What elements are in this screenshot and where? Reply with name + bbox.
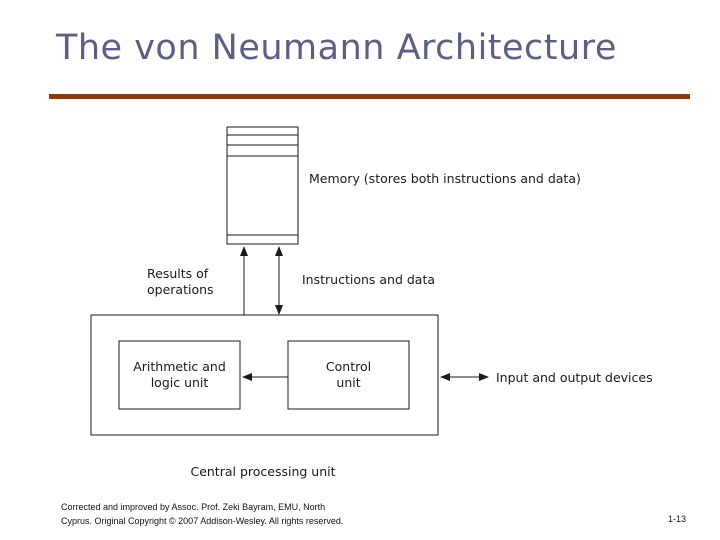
slide-title: The von Neumann Architecture	[56, 28, 617, 68]
footer-line-1: Corrected and improved by Assoc. Prof. Zeki Bayram, EMU, North	[61, 502, 326, 512]
cpu-label: Central processing unit	[190, 464, 336, 479]
results-label-line1: Results of	[147, 266, 209, 281]
memory-label: Memory (stores both instructions and data)	[309, 171, 581, 186]
instructions-label: Instructions and data	[302, 272, 436, 287]
alu-label-line2: logic unit	[150, 375, 209, 390]
footer-line-2: Cyprus. Original Copyright © 2007 Addison-Wesley. All rights reserved.	[61, 516, 344, 526]
memory-block	[227, 127, 298, 244]
page-number: 1-13	[668, 514, 687, 524]
results-label-line2: operations	[147, 282, 214, 297]
footer-copyright	[61, 500, 391, 528]
alu-label-line1: Arithmetic and	[133, 359, 226, 374]
control-label-line1: Control	[325, 359, 372, 374]
control-label-line2: unit	[336, 375, 361, 390]
io-label: Input and output devices	[496, 370, 653, 385]
